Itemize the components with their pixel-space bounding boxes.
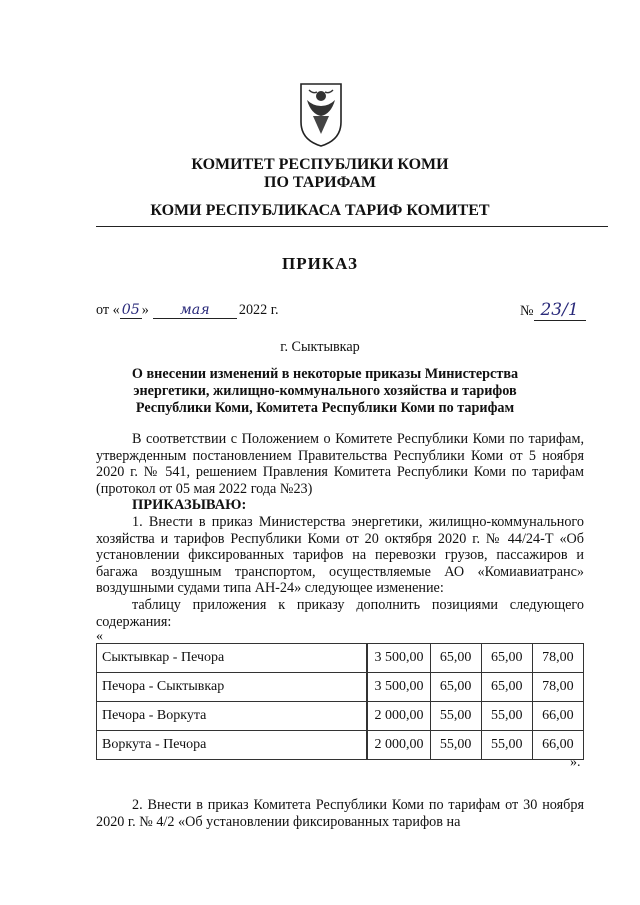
- number-line: [520, 300, 586, 321]
- document-subject: О внесении изменений в некоторые приказы Министерства энергетики, жилищно-коммунального хозяйства и тарифов Республики Коми, Комитета Республики Коми по тарифам: [131, 366, 519, 416]
- tariff-cell: 3 500,00: [367, 673, 430, 702]
- preamble-paragraph: В соответствии с Положением о Комитете Республики Коми по тарифам, утвержденным постановлением Правительства Республики Коми от 5 ноября 2020 г. № 541, решением Правления Комитета Республики Коми по тарифам (протокол от 05 мая 2022 года №23): [96, 431, 584, 497]
- tariff-cell: 3 500,00: [367, 644, 430, 673]
- tariff-cell: 55,00: [430, 731, 481, 760]
- date-prefix: от «: [96, 302, 120, 318]
- item-2-paragraph: 2. Внести в приказ Комитета Республики Коми по тарифам от 30 ноября 2020 г. № 4/2 «Об установлении фиксированных тарифов на: [96, 797, 584, 830]
- tariff-cell: 66,00: [532, 702, 583, 731]
- tariff-cell: 65,00: [430, 644, 481, 673]
- date-month: мая: [153, 302, 237, 319]
- route-cell: Печора - Сыктывкар: [97, 673, 368, 702]
- city: г. Сыктывкар: [280, 339, 360, 355]
- route-cell: Печора - Воркута: [97, 702, 368, 731]
- coat-of-arms-emblem: [297, 70, 345, 150]
- tariff-cell: 2 000,00: [367, 731, 430, 760]
- table-row: [97, 673, 584, 702]
- tariff-cell: 78,00: [532, 673, 583, 702]
- date-mid: »: [141, 302, 149, 318]
- tariff-cell: 55,00: [430, 702, 481, 731]
- tariff-cell: 65,00: [481, 644, 532, 673]
- table-row: [97, 702, 584, 731]
- date-day: 05: [121, 302, 140, 318]
- item-1-paragraph: 1. Внести в приказ Министерства энергетики, жилищно-коммунального хозяйства и тарифов Республики Коми от 20 октября 2020 г. № 44/24-Т «Об установлении фиксированных тарифов на перевозки грузов, пассажиров и багажа воздушным транспортом, осуществляемые АО «Комиавиатранс» воздушными судами типа АН-24» следующее изменение:: [96, 514, 584, 597]
- tariff-cell: 65,00: [481, 673, 532, 702]
- number-prefix: №: [520, 303, 534, 319]
- date-line: [96, 302, 279, 319]
- tariff-table: [96, 643, 584, 760]
- table-row: [97, 731, 584, 760]
- order-word: ПРИКАЗЫВАЮ:: [132, 497, 247, 513]
- tariff-cell: 55,00: [481, 702, 532, 731]
- quote-open: «: [96, 629, 103, 644]
- item-1-continuation: таблицу приложения к приказу дополнить позициями следующего содержания:: [96, 597, 584, 630]
- date-year: 2022 г.: [238, 302, 279, 318]
- table-row: [97, 644, 584, 673]
- org-name-komi: КОМИ РЕСПУБЛИКАСА ТАРИФ КОМИТЕТ: [150, 202, 490, 219]
- header-rule: [96, 226, 608, 227]
- tariff-cell: 78,00: [532, 644, 583, 673]
- route-cell: Сыктывкар - Печора: [97, 644, 368, 673]
- tariff-cell: 66,00: [532, 731, 583, 760]
- route-cell: Воркута - Печора: [97, 731, 368, 760]
- org-name-line1: КОМИТЕТ РЕСПУБЛИКИ КОМИ: [191, 156, 449, 173]
- tariff-cell: 2 000,00: [367, 702, 430, 731]
- tariff-cell: 65,00: [430, 673, 481, 702]
- document-type: ПРИКАЗ: [282, 254, 358, 273]
- org-name-line2: ПО ТАРИФАМ: [264, 174, 376, 191]
- tariff-cell: 55,00: [481, 731, 532, 760]
- quote-close: ».: [570, 755, 581, 770]
- document-number: 23/1: [534, 300, 586, 321]
